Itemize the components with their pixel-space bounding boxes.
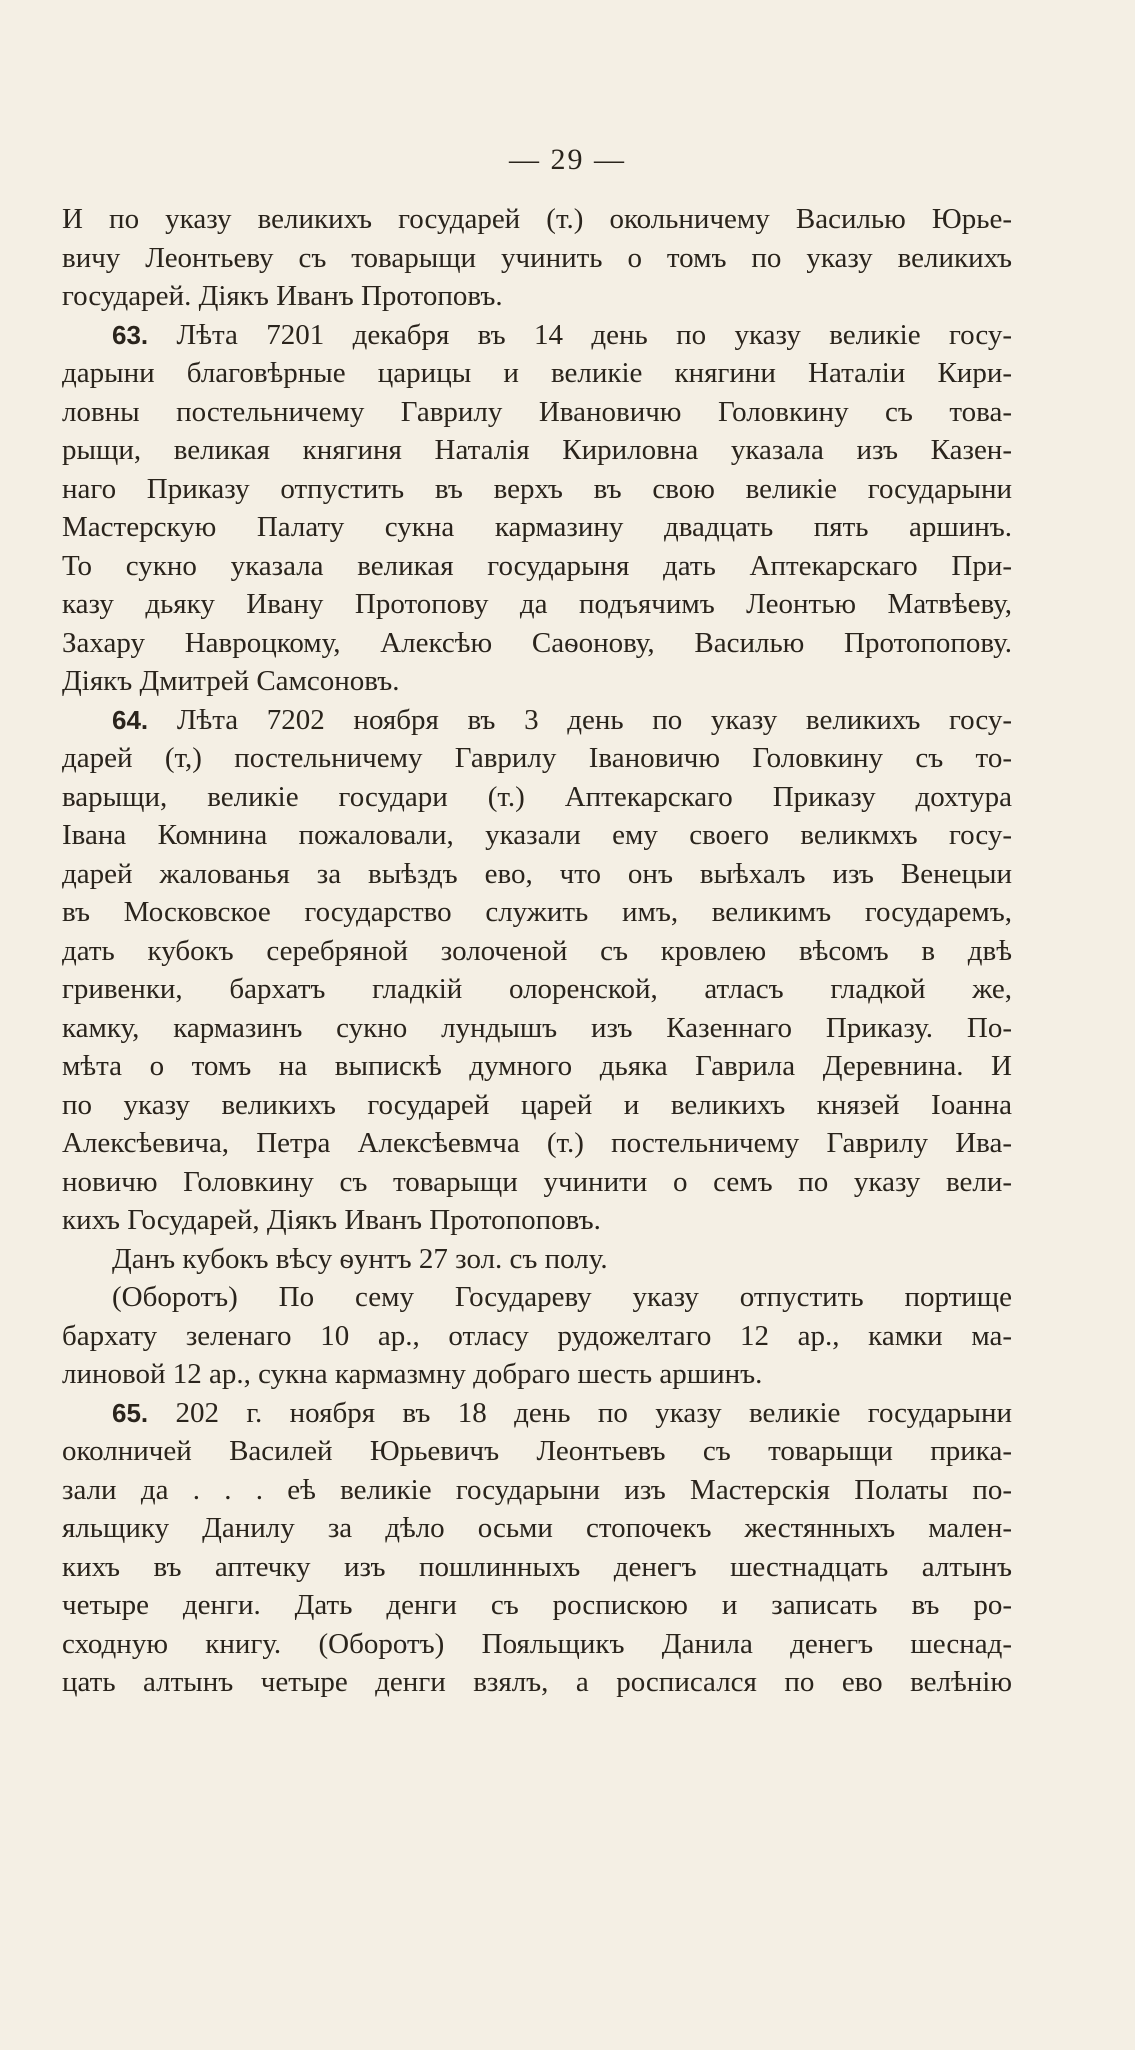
line-text: вичу Леонтьеву съ товарыщи учинить о томъ по указу великихъ	[62, 241, 1012, 274]
line-text: дарей жалованья за выѣздъ ево, что онъ выѣхалъ изъ Венецыи	[62, 857, 1012, 890]
text-line	[62, 1471, 1012, 1510]
text-line	[62, 624, 1012, 663]
paragraph	[62, 200, 1012, 316]
line-text: Алексѣевича, Петра Алексѣевмча (т.) постельничему Гаврилу Ива-	[62, 1127, 1012, 1159]
line-text: 202 г. ноября въ 18 день по указу великiе государыни	[175, 1396, 1012, 1429]
line-text: То сукно указала великая государыня дать Аптекарскаго При-	[62, 549, 1012, 582]
line-text: Дiякъ Дмитрей Самсоновъ.	[62, 665, 400, 697]
line-text: гривенки, бархатъ гладкiй олоренской, атласъ гладкой же,	[62, 973, 1012, 1005]
paragraph	[62, 1278, 1012, 1394]
line-text: дарей (т,) постельничему Гаврилу Івановичю Головкину съ то-	[62, 742, 1012, 774]
line-text: линовой 12 ар., сукна кармазмну добраго шесть аршинъ.	[62, 1358, 763, 1390]
text-line	[62, 816, 1012, 855]
line-text: варыщи, великiе государи (т.) Аптекарскаго Приказу дохтура	[62, 780, 1012, 813]
text-line	[62, 855, 1012, 894]
line-text: кихъ Государей, Дiякъ Иванъ Протопоповъ.	[62, 1204, 601, 1236]
document-body	[62, 200, 1012, 1702]
line-text: дарыни благовѣрные царицы и великiе княгини Наталiи Кири-	[62, 357, 1012, 389]
text-line	[62, 1663, 1012, 1702]
text-line	[62, 1124, 1012, 1163]
line-text: наго Приказу отпустить въ верхъ въ свою великiе государыни	[62, 472, 1012, 505]
line-text: мѣта о томъ на выпискѣ думного дьяка Гаврила Деревнина. И	[62, 1050, 1012, 1082]
line-text: ловны постельничему Гаврилу Ивановичю Головкину съ това-	[62, 395, 1012, 428]
line-text: Мастерскую Палату сукна кармазину двадцать пять аршинъ.	[62, 511, 1012, 543]
text-line	[62, 316, 1012, 355]
text-line	[62, 1432, 1012, 1471]
text-line	[62, 1278, 1012, 1317]
text-line	[62, 1509, 1012, 1548]
line-text: кихъ въ аптечку изъ пошлинныхъ денегъ шестнадцать алтынъ	[62, 1550, 1012, 1583]
line-text: Лѣта 7202 ноября въ 3 день по указу великихъ госу-	[176, 703, 1012, 736]
text-line	[62, 662, 1012, 701]
entry-number: 65.	[112, 1397, 149, 1428]
line-text: Захару Навроцкому, Алексѣю Саѳонову, Василью Протопопову.	[62, 626, 1012, 659]
line-text: сходную книгу. (Оборотъ) Пояльщикъ Данила денегъ шеснад-	[62, 1627, 1012, 1660]
text-line	[62, 393, 1012, 432]
text-line	[62, 1355, 1012, 1394]
numbered-entry	[62, 701, 1012, 1240]
text-line	[62, 1163, 1012, 1202]
line-text: (Оборотъ) По сему Государеву указу отпустить портище	[112, 1281, 1012, 1313]
text-line	[62, 585, 1012, 624]
text-line	[62, 739, 1012, 778]
text-line	[62, 970, 1012, 1009]
text-line	[62, 893, 1012, 932]
line-text: И по указу великихъ государей (т.) окольничему Василью Юрье-	[62, 203, 1012, 235]
line-text: рыщи, великая княгиня Наталiя Кириловна указала изъ Казен-	[62, 434, 1012, 466]
line-text: бархату зеленаго 10 ар., отласу рудожелтаго 12 ар., камки ма-	[62, 1319, 1012, 1352]
text-line	[62, 547, 1012, 586]
line-text: околничей Василей Юрьевичъ Леонтьевъ съ товарыщи прика-	[62, 1435, 1012, 1467]
line-text: дать кубокъ серебряной золоченой съ кровлею вѣсомъ в двѣ	[62, 934, 1012, 967]
text-line	[62, 1394, 1012, 1433]
text-line	[62, 1086, 1012, 1125]
line-text: государей. Дiякъ Иванъ Протоповъ.	[62, 280, 503, 312]
numbered-entry	[62, 1394, 1012, 1702]
line-text: новичю Головкину съ товарыщи учинити о семъ по указу вели-	[62, 1165, 1012, 1198]
text-line	[62, 1240, 1012, 1279]
line-text: зали да . . . еѣ великiе государыни изъ Мастерскiя Полаты по-	[62, 1473, 1012, 1506]
line-text: въ Московское государство служить имъ, великимъ государемъ,	[62, 896, 1012, 928]
entry-number: 64.	[112, 704, 149, 735]
line-text: четыре денги. Дать денги съ роспискою и записать въ ро-	[62, 1589, 1012, 1621]
text-line	[62, 508, 1012, 547]
text-line	[62, 470, 1012, 509]
text-line	[62, 932, 1012, 971]
text-line	[62, 1317, 1012, 1356]
text-line	[62, 277, 1012, 316]
line-text: Данъ кубокъ вѣсу ѳунтъ 27 зол. съ полу.	[112, 1242, 608, 1275]
line-text: Лѣта 7201 декабря въ 14 день по указу великiе госу-	[176, 318, 1012, 351]
text-line	[62, 701, 1012, 740]
text-line	[62, 1201, 1012, 1240]
page-number: — 29 —	[509, 143, 626, 176]
text-line	[62, 1625, 1012, 1664]
line-text: яльщику Данилу за дѣло осьми стопочекъ жестянныхъ мален-	[62, 1512, 1012, 1544]
text-line	[62, 778, 1012, 817]
line-text: камку, кармазинъ сукно лундышъ изъ Казеннаго Приказу. По-	[62, 1011, 1012, 1044]
text-line	[62, 1047, 1012, 1086]
line-text: по указу великихъ государей царей и великихъ князей Iоанна	[62, 1088, 1012, 1121]
text-line	[62, 354, 1012, 393]
text-line	[62, 1548, 1012, 1587]
entry-number: 63.	[112, 319, 149, 350]
line-text: казу дьяку Ивану Протопову да подъячимъ Леонтью Матвѣеву,	[62, 588, 1012, 620]
text-line	[62, 431, 1012, 470]
line-text: Івана Комнина пожаловали, указали ему своего великмхъ госу-	[62, 819, 1012, 851]
text-line	[62, 1586, 1012, 1625]
line-text: цать алтынъ четыре денги взялъ, а росписался по ево велѣнiю	[62, 1666, 1012, 1698]
numbered-entry	[62, 316, 1012, 701]
text-line	[62, 200, 1012, 239]
text-line	[62, 239, 1012, 278]
text-line	[62, 1009, 1012, 1048]
paragraph	[62, 1240, 1012, 1279]
